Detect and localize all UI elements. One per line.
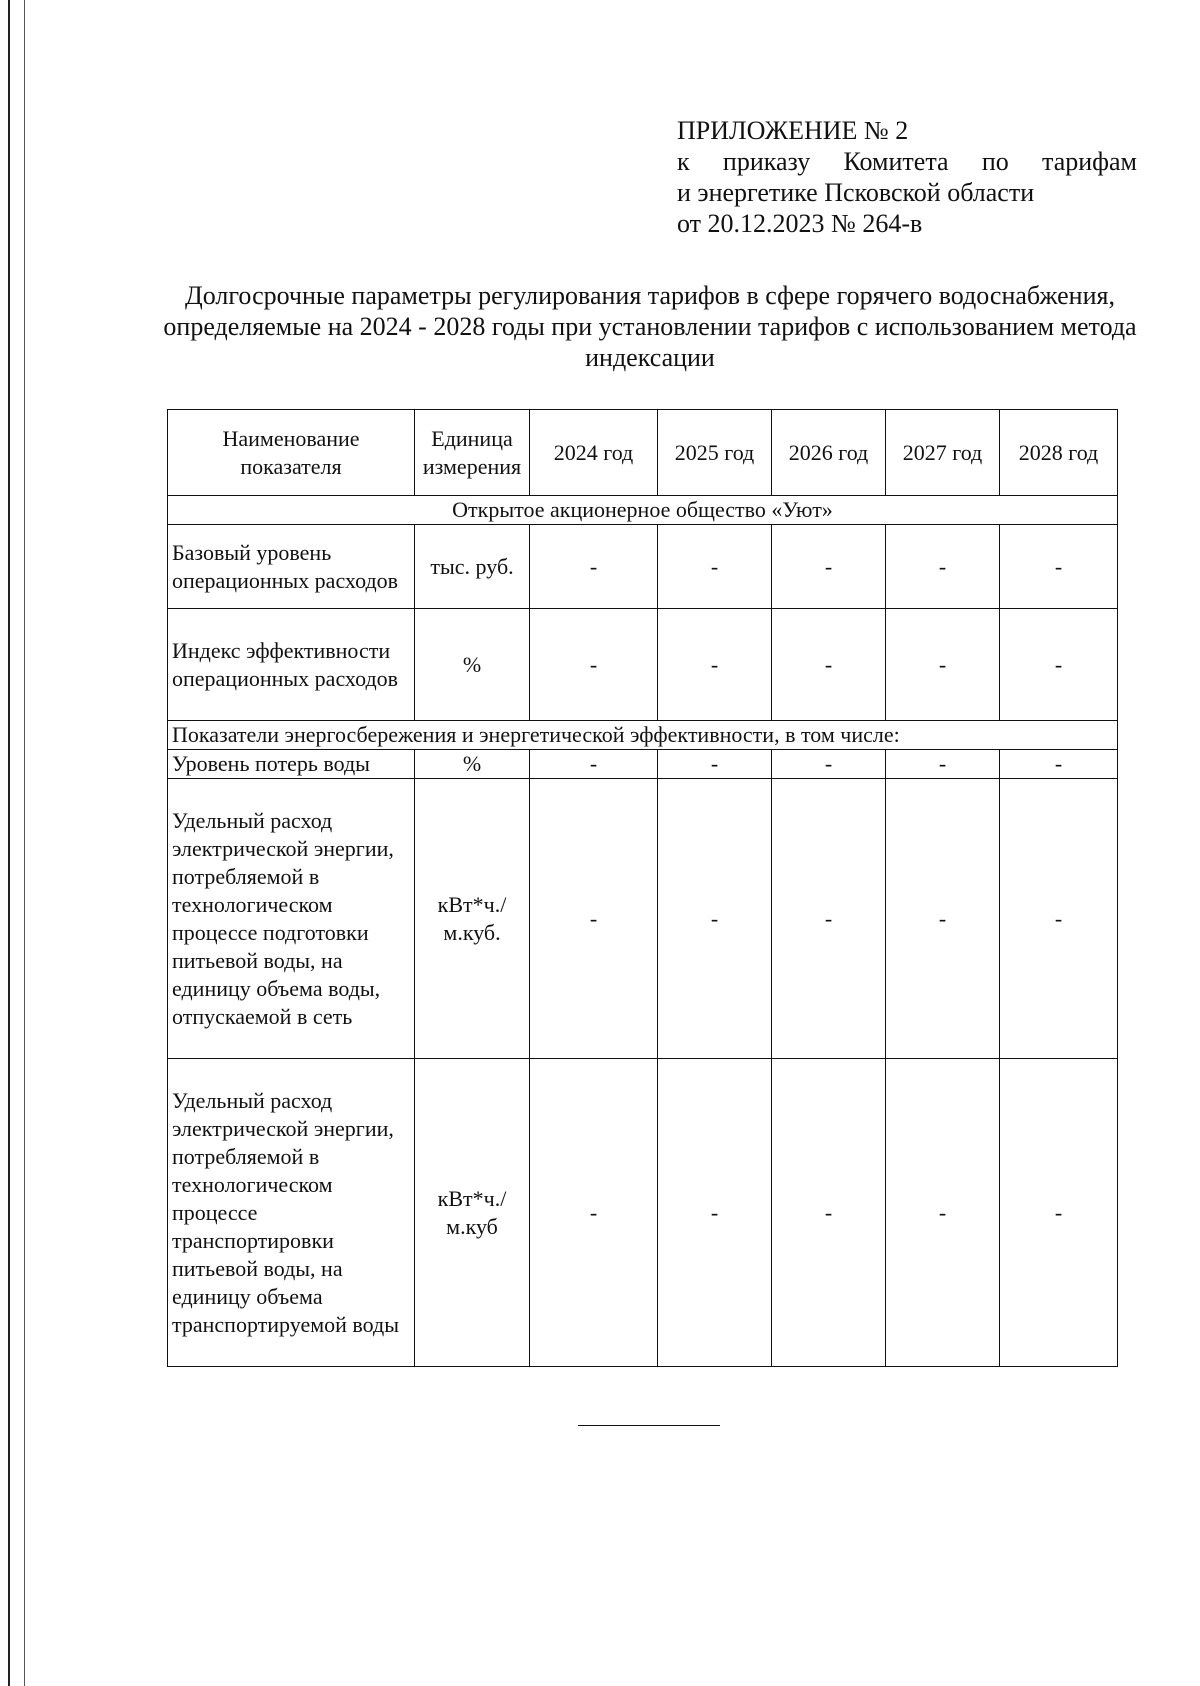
end-of-document-rule (578, 1425, 720, 1426)
row-value: - (1000, 609, 1118, 721)
row-value: - (658, 609, 772, 721)
row-value: - (772, 750, 886, 779)
row-value: - (772, 1059, 886, 1367)
row-value: - (1000, 779, 1118, 1059)
row-unit: кВт*ч./м.куб (415, 1059, 530, 1367)
row-value: - (530, 779, 658, 1059)
row-value: - (772, 779, 886, 1059)
row-value: - (530, 1059, 658, 1367)
header-year-2026: 2026 год (772, 410, 886, 496)
row-value: - (530, 750, 658, 779)
appendix-date-line: от 20.12.2023 № 264-в (677, 209, 923, 238)
row-value: - (530, 525, 658, 609)
appendix-order-line: к приказу Комитета по тарифам (677, 147, 1137, 176)
energy-section-row (168, 721, 1118, 750)
row-unit: % (415, 609, 530, 721)
row-value: - (886, 779, 1000, 1059)
row-value: - (658, 750, 772, 779)
row-name: Индекс эффективности операционных расходов (168, 609, 415, 721)
row-value: - (1000, 750, 1118, 779)
header-year-2024: 2024 год (530, 410, 658, 496)
row-value: - (658, 1059, 772, 1367)
row-value: - (658, 525, 772, 609)
header-year-2025: 2025 год (658, 410, 772, 496)
table-row (168, 1059, 1118, 1367)
scan-edge-line-inner (24, 0, 25, 1686)
row-value: - (886, 1059, 1000, 1367)
header-year-2028: 2028 год (1000, 410, 1118, 496)
organization-row (168, 496, 1118, 525)
row-value: - (886, 609, 1000, 721)
appendix-header (677, 115, 1137, 239)
row-name: Базовый уровень операционных расходов (168, 525, 415, 609)
row-value: - (886, 525, 1000, 609)
row-unit: кВт*ч./м.куб. (415, 779, 530, 1059)
scan-edge-line (8, 0, 10, 1686)
row-unit: % (415, 750, 530, 779)
header-name: Наименование показателя (168, 410, 415, 496)
tariff-parameters-table (167, 409, 1118, 1367)
row-unit: тыс. руб. (415, 525, 530, 609)
table-row (168, 525, 1118, 609)
table-row (168, 779, 1118, 1059)
row-value: - (1000, 525, 1118, 609)
document-title: Долгосрочные параметры регулирования тарифов в сфере горячего водоснабжения, определяемые на 2024 - 2028 годы при установлении тарифов с использованием метода индексации (163, 281, 1137, 372)
row-value: - (772, 525, 886, 609)
appendix-committee-line: и энергетике Псковской области (677, 178, 1035, 207)
header-unit: Единица измерения (415, 410, 530, 496)
row-value: - (886, 750, 1000, 779)
row-value: - (772, 609, 886, 721)
organization-name: Открытое акционерное общество «Уют» (168, 496, 1118, 525)
row-name: Удельный расход электрической энергии, потребляемой в технологическом процессе подготовки питьевой воды, на единицу объема воды, отпускаемой в сеть (168, 779, 415, 1059)
table-header-row (168, 410, 1118, 496)
appendix-title: ПРИЛОЖЕНИЕ № 2 (677, 116, 909, 145)
energy-section-title: Показатели энергосбережения и энергетической эффективности, в том числе: (168, 721, 1118, 750)
row-value: - (1000, 1059, 1118, 1367)
row-value: - (530, 609, 658, 721)
table-row (168, 750, 1118, 779)
row-name: Уровень потерь воды (168, 750, 415, 779)
table-row (168, 609, 1118, 721)
row-value: - (658, 779, 772, 1059)
row-name: Удельный расход электрической энергии, потребляемой в технологическом процессе транспортировки питьевой воды, на единицу объема транспортируемой воды (168, 1059, 415, 1367)
header-year-2027: 2027 год (886, 410, 1000, 496)
